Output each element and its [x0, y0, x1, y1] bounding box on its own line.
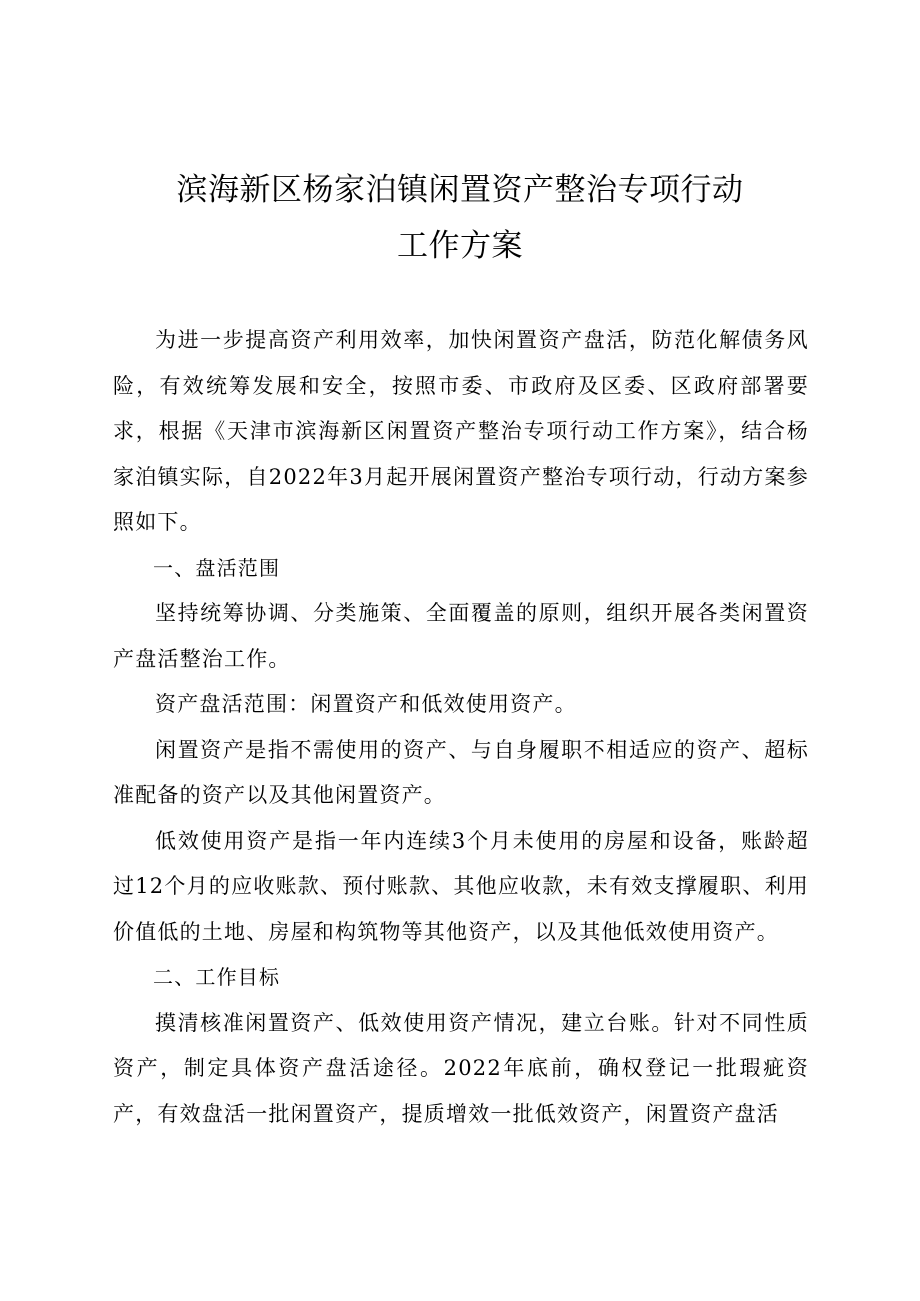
section-heading-scope: 一、盘活范围: [153, 555, 281, 580]
intro-paragraph: 为进一步提高资产利用效率，加快闲置资产盘活，防范化解债务风险，有效统筹发展和安全，按照市委、市政府及区委、区政府部署要求，根据《天津市滨海新区闲置资产整治专项行动工作方案》，结合杨家泊镇实际，自2022年3月起开展闲置资产整治专项行动，行动方案参照如下。: [113, 328, 809, 534]
document-title-line-2: 工作方案: [397, 228, 523, 264]
body-paragraph: 低效使用资产是指一年内连续3个月未使用的房屋和设备，账龄超过12个月的应收账款、预付账款、其他应收款，未有效支撑履职、利用价值低的土地、房屋和构筑物等其他资产，以及其他低效使用资产。: [113, 828, 809, 944]
document-title-line-1: 滨海新区杨家泊镇闲置资产整治专项行动: [176, 172, 744, 208]
body-paragraph: 资产盘活范围：闲置资产和低效使用资产。: [155, 692, 577, 716]
document-body: [113, 318, 809, 1137]
body-paragraph: 坚持统筹协调、分类施策、全面覆盖的原则，组织开展各类闲置资产盘活整治工作。: [113, 601, 809, 671]
body-paragraph: 摸清核准闲置资产、低效使用资产情况，建立台账。针对不同性质资产，制定具体资产盘活途径。2022年底前，确权登记一批瑕疵资产，有效盘活一批闲置资产，提质增效一批低效资产，闲置资产盘活: [113, 1010, 809, 1126]
section-heading-goals: 二、工作目标: [153, 965, 281, 989]
body-paragraph: 闲置资产是指不需使用的资产、与自身履职不相适应的资产、超标准配备的资产以及其他闲置资产。: [113, 737, 809, 807]
